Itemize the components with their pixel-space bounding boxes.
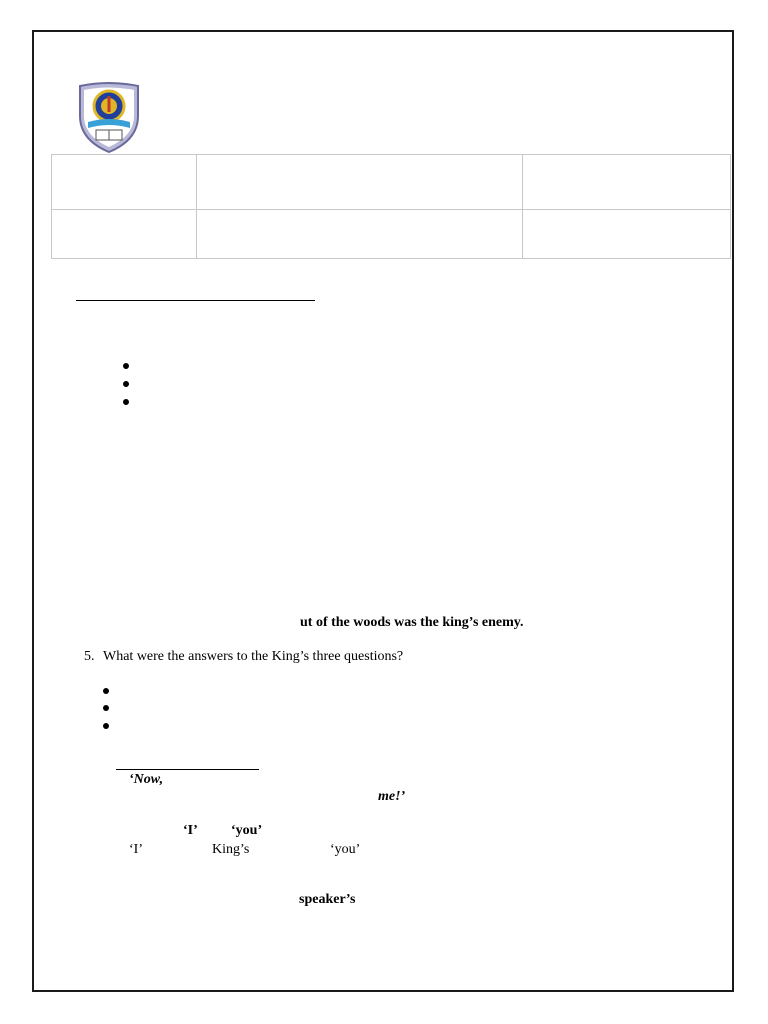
question-5-number: 5. (84, 649, 95, 664)
pronoun-i: ‘I’ (129, 842, 143, 857)
title-underline (76, 300, 315, 301)
section-underline (116, 769, 259, 770)
bullet-icon (103, 723, 109, 729)
header-cell (523, 155, 731, 210)
bullet-icon (123, 399, 129, 405)
question-5-text: What were the answers to the King’s three questions? (103, 649, 404, 664)
kings-word: King’s (212, 842, 250, 857)
header-cell (52, 210, 197, 259)
bullet-icon (123, 381, 129, 387)
header-cell (197, 210, 523, 259)
header-cell (523, 210, 731, 259)
header-cell (197, 155, 523, 210)
bullet-icon (123, 363, 129, 369)
header-cell (52, 155, 197, 210)
quote-me: me!’ (378, 789, 406, 804)
pronoun-you-bold: ‘you’ (231, 823, 263, 838)
bullet-icon (103, 705, 109, 711)
school-crest-logo (74, 82, 144, 154)
bullet-icon (103, 688, 109, 694)
enemy-statement: ut of the woods was the king’s enemy. (300, 615, 524, 630)
header-table (51, 154, 731, 259)
quote-now: ‘Now, (129, 772, 164, 787)
pronoun-you: ‘you’ (330, 842, 361, 857)
speakers-word: speaker’s (299, 892, 356, 907)
pronoun-i-bold: ‘I’ (183, 823, 198, 838)
